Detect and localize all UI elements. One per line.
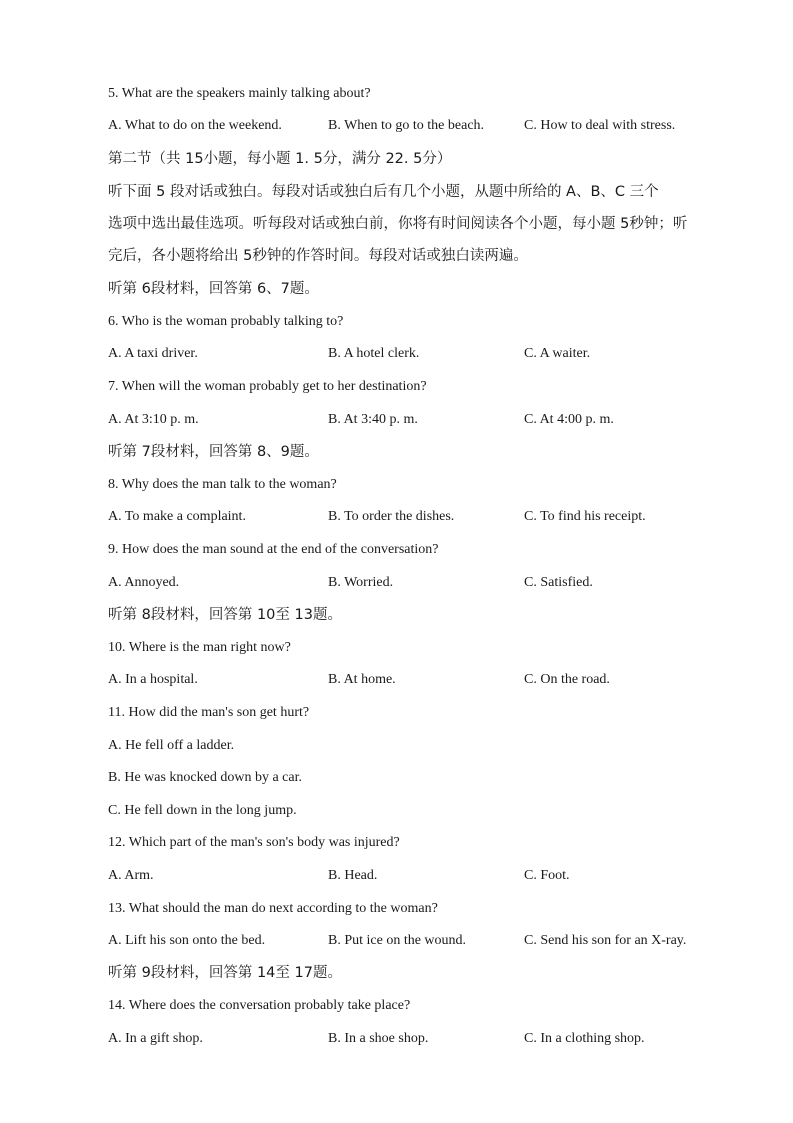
material-6-label: 听第 6段材料，回答第 6、7题。 (108, 281, 319, 297)
question-5-option-b: B. When to go to the beach. (328, 118, 485, 133)
question-9-option-c: C. Satisfied. (524, 575, 593, 590)
question-12-stem: 12. Which part of the man's son's body was injured? (108, 835, 400, 850)
material-9-label: 听第 9段材料，回答第 14至 17题。 (108, 965, 342, 981)
question-9-option-a: A. Annoyed. (108, 575, 180, 590)
question-8-option-b: B. To order the dishes. (328, 509, 455, 524)
question-7-option-a: A. At 3:10 p. m. (108, 412, 199, 427)
section-2-heading: 第二节（共 15小题，每小题 1. 5分，满分 22. 5分） (108, 151, 452, 167)
question-11-option-b: B. He was knocked down by a car. (108, 770, 303, 785)
question-10-option-c: C. On the road. (524, 672, 610, 687)
question-7-option-b: B. At 3:40 p. m. (328, 412, 418, 427)
section-2-instructions-line-1: 听下面 5 段对话或独白。每段对话或独白后有几个小题，从题中所给的 A、B、C 三个 (108, 184, 659, 200)
question-9-option-b: B. Worried. (328, 575, 394, 590)
question-5-option-a: A. What to do on the weekend. (108, 118, 282, 133)
question-9-stem: 9. How does the man sound at the end of the conversation? (108, 542, 439, 557)
question-5-stem: 5. What are the speakers mainly talking about? (108, 86, 371, 101)
question-12-option-c: C. Foot. (524, 868, 570, 883)
question-11-stem: 11. How did the man's son get hurt? (108, 705, 310, 720)
question-12-option-b: B. Head. (328, 868, 378, 883)
question-11-option-c: C. He fell down in the long jump. (108, 803, 297, 818)
question-7-stem: 7. When will the woman probably get to her destination? (108, 379, 427, 394)
question-11-option-a: A. He fell off a ladder. (108, 738, 235, 753)
question-13-option-b: B. Put ice on the wound. (328, 933, 467, 948)
section-2-instructions-line-3: 完后，各小题将给出 5秒钟的作答时间。每段对话或独白读两遍。 (108, 248, 528, 264)
question-7-option-c: C. At 4:00 p. m. (524, 412, 614, 427)
question-6-option-a: A. A taxi driver. (108, 346, 198, 361)
question-8-option-a: A. To make a complaint. (108, 509, 246, 524)
question-13-stem: 13. What should the man do next according to the woman? (108, 901, 438, 916)
question-6-option-c: C. A waiter. (524, 346, 591, 361)
question-6-stem: 6. Who is the woman probably talking to? (108, 314, 344, 329)
section-2-instructions-line-2: 选项中选出最佳选项。听每段对话或独白前，你将有时间阅读各个小题，每小题 5秒钟；听 (108, 216, 688, 232)
question-14-option-c: C. In a clothing shop. (524, 1031, 645, 1046)
question-10-option-a: A. In a hospital. (108, 672, 198, 687)
question-8-stem: 8. Why does the man talk to the woman? (108, 477, 337, 492)
question-10-stem: 10. Where is the man right now? (108, 640, 291, 655)
question-13-option-c: C. Send his son for an X-ray. (524, 933, 687, 948)
question-14-stem: 14. Where does the conversation probably take place? (108, 998, 411, 1013)
question-5-option-c: C. How to deal with stress. (524, 118, 676, 133)
material-8-label: 听第 8段材料，回答第 10至 13题。 (108, 607, 342, 623)
question-14-option-b: B. In a shoe shop. (328, 1031, 429, 1046)
question-6-option-b: B. A hotel clerk. (328, 346, 420, 361)
question-12-option-a: A. Arm. (108, 868, 154, 883)
question-10-option-b: B. At home. (328, 672, 396, 687)
question-14-option-a: A. In a gift shop. (108, 1031, 203, 1046)
question-13-option-a: A. Lift his son onto the bed. (108, 933, 266, 948)
material-7-label: 听第 7段材料，回答第 8、9题。 (108, 444, 319, 460)
question-8-option-c: C. To find his receipt. (524, 509, 646, 524)
